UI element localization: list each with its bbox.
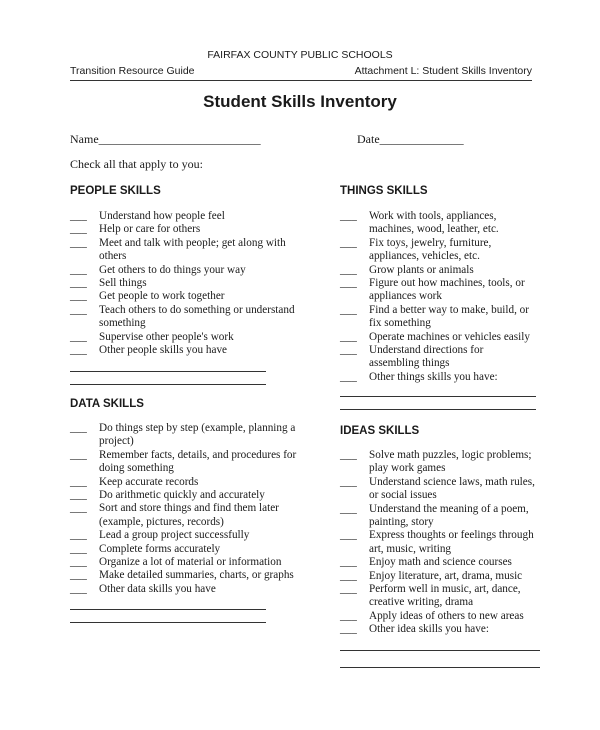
checklist-item[interactable] xyxy=(70,223,310,236)
checklist-item[interactable] xyxy=(70,237,310,264)
checkbox-blank[interactable]: ___ xyxy=(340,475,357,488)
item-label: Do things step by step (example, planning a project) xyxy=(99,422,296,448)
item-label: Solve math puzzles, logic problems; play work games xyxy=(369,449,532,475)
checklist-item[interactable] xyxy=(340,210,535,237)
checkbox-blank[interactable]: ___ xyxy=(340,344,357,357)
checklist-item[interactable] xyxy=(340,583,540,610)
item-label: Get people to work together xyxy=(99,290,225,303)
item-label: Do arithmetic quickly and accurately xyxy=(99,489,265,502)
item-label: Enjoy math and science courses xyxy=(369,556,512,569)
ideas-skills-heading: IDEAS SKILLS xyxy=(340,425,420,437)
checkbox-blank[interactable]: ___ xyxy=(340,449,357,461)
item-label: Enjoy literature, art, drama, music xyxy=(369,569,523,582)
checklist-item[interactable] xyxy=(70,344,310,357)
people-skills-list xyxy=(70,210,310,357)
name-field[interactable]: Name___________________________ xyxy=(70,132,261,146)
item-label: Meet and talk with people; get along with others xyxy=(99,236,286,263)
item-label: Supervise other people's work xyxy=(99,330,234,343)
checklist-item[interactable] xyxy=(70,304,310,331)
item-label: Understand the meaning of a poem, painting, story xyxy=(369,502,529,529)
item-label: Apply ideas of others to new areas xyxy=(369,609,524,622)
checkbox-blank[interactable]: ___ xyxy=(70,475,87,488)
header-rule xyxy=(70,80,532,81)
checkbox-blank[interactable]: ___ xyxy=(340,277,357,290)
checkbox-blank[interactable]: ___ xyxy=(70,290,87,303)
checklist-item[interactable] xyxy=(340,610,540,623)
checklist-item[interactable] xyxy=(340,237,535,264)
checklist-item[interactable] xyxy=(340,476,540,503)
checklist-item[interactable] xyxy=(340,556,540,569)
checkbox-blank[interactable]: ___ xyxy=(70,582,87,595)
ideas-write-line-2[interactable] xyxy=(340,667,540,668)
checklist-item[interactable] xyxy=(70,264,310,277)
item-label: Express thoughts or feelings through art, music, writing xyxy=(369,529,534,555)
checkbox-blank[interactable]: ___ xyxy=(340,236,357,249)
item-label: Understand directions for assembling things xyxy=(369,344,484,370)
checklist-item[interactable] xyxy=(340,529,540,556)
item-label: Complete forms accurately xyxy=(99,542,221,555)
guide-name: Transition Resource Guide xyxy=(70,65,195,77)
item-label: Find a better way to make, build, or fix something xyxy=(369,303,530,330)
things-skills-list xyxy=(340,210,535,384)
agency-name: FAIRFAX COUNTY PUBLIC SCHOOLS xyxy=(207,49,393,61)
item-label: Help or care for others xyxy=(99,223,201,236)
people-write-line-2[interactable] xyxy=(70,384,266,385)
checkbox-blank[interactable]: ___ xyxy=(70,556,87,569)
checkbox-blank[interactable]: ___ xyxy=(70,542,87,555)
checklist-item[interactable] xyxy=(340,331,535,344)
data-write-line-2[interactable] xyxy=(70,622,266,623)
checkbox-blank[interactable]: ___ xyxy=(340,303,357,316)
checkbox-blank[interactable]: ___ xyxy=(340,583,357,596)
checkbox-blank[interactable]: ___ xyxy=(340,529,357,542)
item-label: Work with tools, appliances, machines, wood, leather, etc. xyxy=(369,210,499,236)
checklist-item[interactable] xyxy=(70,290,310,303)
checklist-item[interactable] xyxy=(70,422,310,449)
checklist-item[interactable] xyxy=(70,543,310,556)
checkbox-blank[interactable]: ___ xyxy=(340,502,357,515)
date-field[interactable]: Date______________ xyxy=(357,132,464,146)
item-label: Other things skills you have: xyxy=(369,370,498,383)
item-label: Sort and store things and find them later (example, pictures, records) xyxy=(99,502,279,528)
checkbox-blank[interactable]: ___ xyxy=(70,277,87,290)
item-label: Grow plants or animals xyxy=(369,263,474,276)
checklist-item[interactable] xyxy=(70,529,310,542)
item-label: Remember facts, details, and procedures for doing something xyxy=(99,448,297,475)
item-label: Other data skills you have xyxy=(99,582,216,595)
item-label: Lead a group project successfully xyxy=(99,529,250,542)
checkbox-blank[interactable]: ___ xyxy=(340,370,357,383)
checkbox-blank[interactable]: ___ xyxy=(70,236,87,249)
checklist-item[interactable] xyxy=(340,371,535,384)
checklist-item[interactable] xyxy=(340,264,535,277)
checkbox-blank[interactable]: ___ xyxy=(340,609,357,622)
checkbox-blank[interactable]: ___ xyxy=(340,556,357,569)
item-label: Fix toys, jewelry, furniture, appliances, vehicles, etc. xyxy=(369,236,492,263)
item-label: Figure out how machines, tools, or appliances work xyxy=(369,277,525,303)
checklist-item[interactable] xyxy=(70,502,310,529)
page-title: Student Skills Inventory xyxy=(203,92,397,111)
item-label: Sell things xyxy=(99,277,147,290)
people-skills-heading: PEOPLE SKILLS xyxy=(70,185,161,197)
checklist-item[interactable] xyxy=(70,489,310,502)
checklist-item[interactable] xyxy=(340,570,540,583)
checkbox-blank[interactable]: ___ xyxy=(70,502,87,515)
checklist-item[interactable] xyxy=(70,331,310,344)
checkbox-blank[interactable]: ___ xyxy=(70,330,87,343)
checklist-item[interactable] xyxy=(70,210,310,223)
item-label: Organize a lot of material or information xyxy=(99,556,282,569)
data-skills-list xyxy=(70,422,310,596)
checkbox-blank[interactable]: ___ xyxy=(340,263,357,276)
checklist-item[interactable] xyxy=(70,449,310,476)
attachment-label: Attachment L: Student Skills Inventory xyxy=(354,65,532,77)
checklist-item[interactable] xyxy=(340,344,535,371)
item-label: Teach others to do something or understand something xyxy=(99,303,295,330)
things-write-line-2[interactable] xyxy=(340,409,536,410)
things-skills-heading: THINGS SKILLS xyxy=(340,185,428,197)
checkbox-blank[interactable]: ___ xyxy=(70,223,87,236)
checkbox-blank[interactable]: ___ xyxy=(70,263,87,276)
checklist-item[interactable] xyxy=(70,277,310,290)
checklist-item[interactable] xyxy=(70,476,310,489)
instruction-text: Check all that apply to you: xyxy=(70,157,203,171)
data-write-line-1[interactable] xyxy=(70,609,266,610)
item-label: Understand how people feel xyxy=(99,210,225,222)
checkbox-blank[interactable]: ___ xyxy=(70,569,87,582)
things-write-line-1[interactable] xyxy=(340,396,536,397)
item-label: Make detailed summaries, charts, or graphs xyxy=(99,569,294,582)
item-label: Get others to do things your way xyxy=(99,263,246,276)
checklist-item[interactable] xyxy=(340,623,540,636)
checkbox-blank[interactable]: ___ xyxy=(70,489,87,502)
checklist-item[interactable] xyxy=(340,503,540,530)
item-label: Keep accurate records xyxy=(99,475,199,488)
item-label: Other idea skills you have: xyxy=(369,623,489,636)
checklist-item[interactable] xyxy=(70,569,310,582)
ideas-write-line-1[interactable] xyxy=(340,650,540,651)
checkbox-blank[interactable]: ___ xyxy=(70,422,87,434)
checkbox-blank[interactable]: ___ xyxy=(340,210,357,222)
checkbox-blank[interactable]: ___ xyxy=(70,344,87,357)
checkbox-blank[interactable]: ___ xyxy=(70,529,87,542)
ideas-skills-list xyxy=(340,449,540,637)
item-label: Operate machines or vehicles easily xyxy=(369,330,530,343)
checkbox-blank[interactable]: ___ xyxy=(340,623,357,636)
item-label: Perform well in music, art, dance, creative writing, drama xyxy=(369,583,521,609)
checkbox-blank[interactable]: ___ xyxy=(70,448,87,461)
checklist-item[interactable] xyxy=(70,556,310,569)
item-label: Other people skills you have xyxy=(99,344,228,357)
checklist-item[interactable] xyxy=(70,583,310,596)
item-label: Understand science laws, math rules, or social issues xyxy=(369,475,535,502)
people-write-line-1[interactable] xyxy=(70,371,266,372)
checklist-item[interactable] xyxy=(340,449,540,476)
checkbox-blank[interactable]: ___ xyxy=(70,210,87,222)
checkbox-blank[interactable]: ___ xyxy=(70,303,87,316)
checklist-item[interactable] xyxy=(340,304,535,331)
checkbox-blank[interactable]: ___ xyxy=(340,569,357,582)
checklist-item[interactable] xyxy=(340,277,535,304)
data-skills-heading: DATA SKILLS xyxy=(70,398,144,410)
checkbox-blank[interactable]: ___ xyxy=(340,330,357,343)
